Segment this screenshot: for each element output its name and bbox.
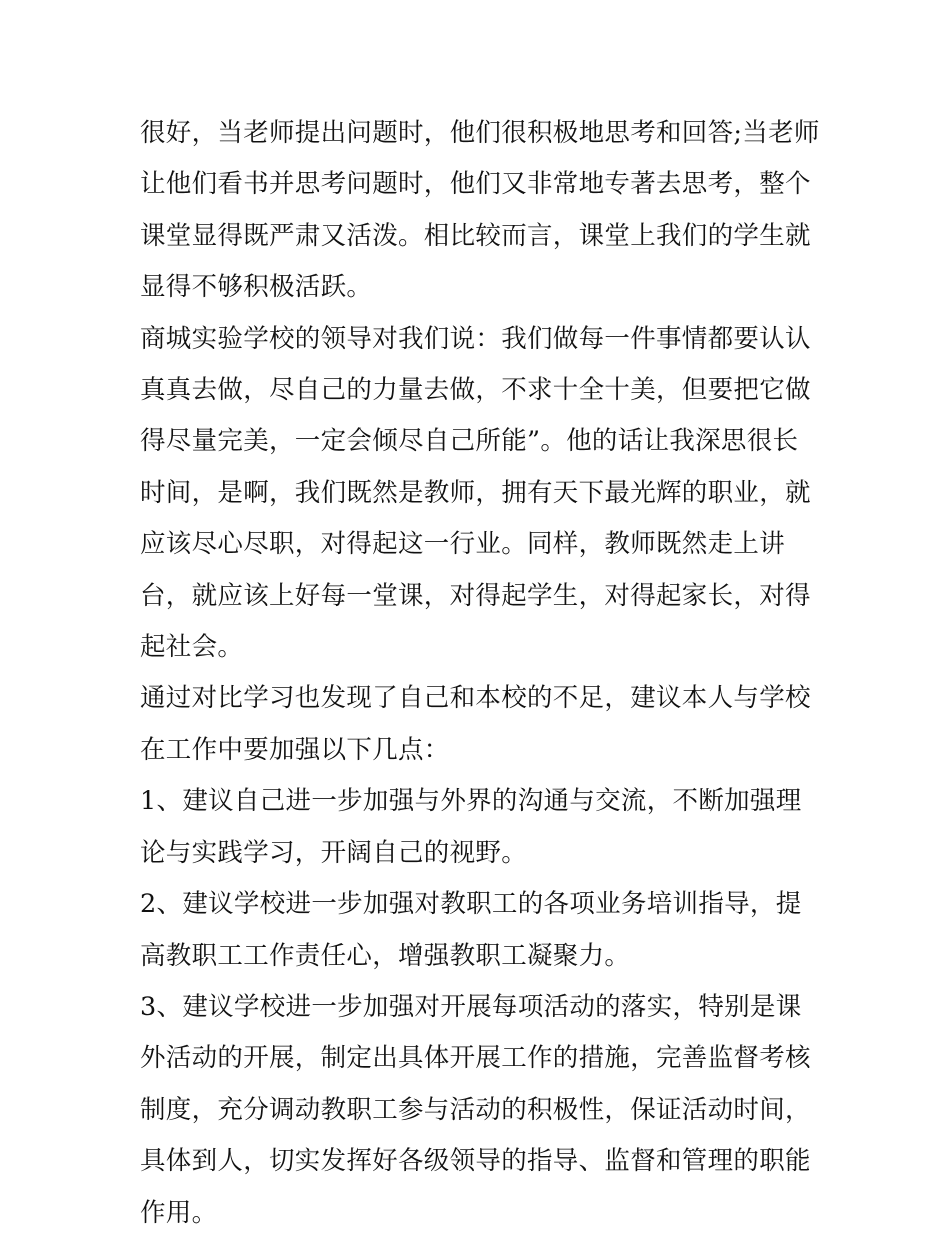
paragraph-shortcomings-intro: 通过对比学习也发现了自己和本校的不足，建议本人与学校在工作中要加强以下几点： xyxy=(140,683,811,765)
paragraph-classroom-observation: 很好，当老师提出问题时，他们很积极地思考和回答;当老师让他们看书并思考问题时，他们又非常地专著去思考，整个课堂显得既严肃又活泼。相比较而言，课堂上我们的学生就显得不够积极活跃。 xyxy=(140,118,820,303)
paragraph-suggestion-3: 3、建议学校进一步加强对开展每项活动的落实，特别是课外活动的开展，制定出具体开展工作的措施，完善监督考核制度，充分调动教职工参与活动的积极性，保证活动时间，具体到人，切实发挥好各级领导的指导、监督和管理的职能作用。 xyxy=(140,991,811,1228)
paragraph-leader-quote: 商城实验学校的领导对我们说：我们做每一件事情都要认认真真去做，尽自己的力量去做，不求十全十美，但要把它做得尽量完美，一定会倾尽自己所能”。他的话让我深思很长时间，是啊，我们既然是教师，拥有天下最光辉的职业，就应该尽心尽职，对得起这一行业。同样，教师既然走上讲台，就应该上好每一堂课，对得起学生，对得起家长，对得起社会。 xyxy=(140,323,811,663)
paragraph-suggestion-2: 2、建议学校进一步加强对教职工的各项业务培训指导，提高教职工工作责任心，增强教职工凝聚力。 xyxy=(140,889,802,971)
paragraph-suggestion-1: 1、建议自己进一步加强与外界的沟通与交流，不断加强理论与实践学习，开阔自己的视野。 xyxy=(140,786,802,868)
document-body xyxy=(140,108,820,1239)
